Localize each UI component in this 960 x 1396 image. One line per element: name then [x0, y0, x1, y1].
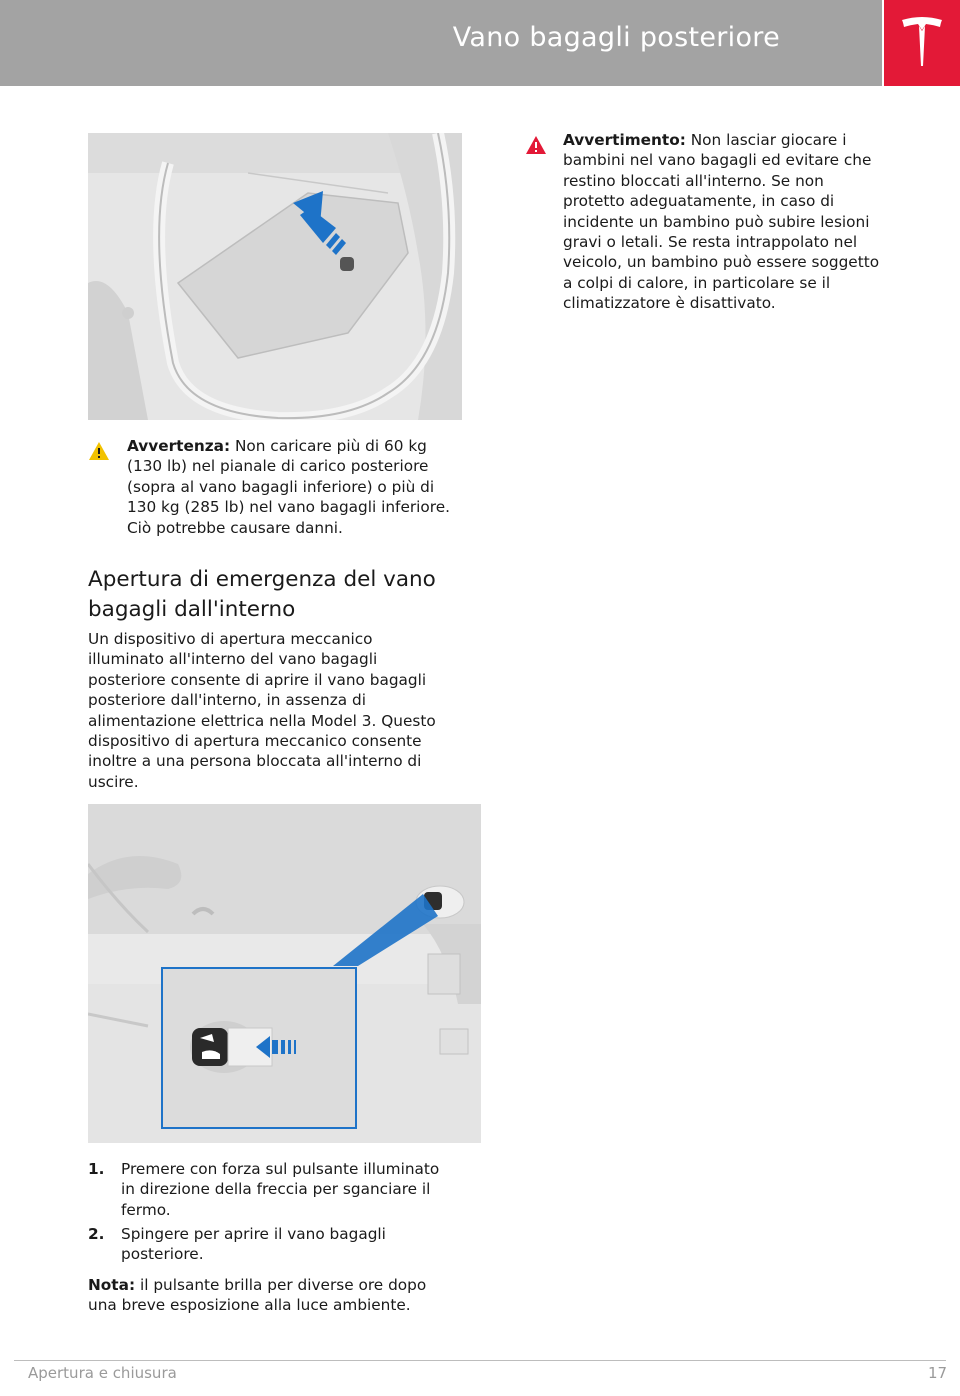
emergency-release-illustration — [88, 804, 481, 1143]
warning-label: Avvertimento: — [563, 131, 686, 149]
caution-label: Avvertenza: — [127, 437, 231, 455]
footer-divider — [14, 1360, 946, 1361]
brand-logo-box — [884, 0, 960, 86]
caution-notice: Avvertenza: Non caricare più di 60 kg (130 lb) nel pianale di carico posteriore (sopra al vano bagagli inferiore) o più di 130 kg (285 lb) nel vano bagagli inferiore. Ciò potrebbe causare danni. — [127, 437, 450, 537]
tesla-logo-icon — [898, 14, 946, 70]
step-text: Premere con forza sul pulsante illuminato in direzione della freccia per sganciare il fermo. — [121, 1160, 440, 1219]
page-title: Vano bagagli posteriore — [452, 22, 780, 53]
warning-notice: Avvertimento: Non lasciar giocare i bambini nel vano bagagli ed evitare che restino bloccati all'interno. Se non protetto adeguatamente, in caso di incidente un bambino può subire lesioni gravi o letali. Se resta intrappolato nel veicolo, un bambino può essere soggetto a colpi di calore, in particolare se il climatizzatore è disattivato. — [563, 131, 880, 313]
section-paragraph: Un dispositivo di apertura meccanico illuminato all'interno del vano bagagli posteriore consente di aprire il vano bagagli posteriore dall'interno, in assenza di alimentazione elettrica nella Model 3. Questo dispositivo di apertura meccanico consente inoltre a una persona bloccata all'interno di uscire. — [88, 630, 436, 791]
trunk-floor-illustration — [88, 133, 462, 420]
step-number: 2. — [88, 1225, 105, 1243]
step-number: 1. — [88, 1160, 105, 1178]
warning-triangle-icon — [525, 135, 547, 155]
step-item — [88, 1224, 480, 1266]
footer-section-name: Apertura e chiusura — [28, 1364, 177, 1382]
step-item — [88, 1159, 480, 1221]
note-paragraph: Nota: il pulsante brilla per diverse ore dopo una breve esposizione alla luce ambiente. — [88, 1276, 427, 1315]
caution-triangle-icon — [88, 441, 110, 461]
note-label: Nota: — [88, 1276, 136, 1294]
footer-page-number: 17 — [928, 1364, 948, 1382]
step-text: Spingere per aprire il vano bagagli posteriore. — [121, 1225, 386, 1264]
section-heading: Apertura di emergenza del vano bagagli dall'interno — [88, 567, 436, 622]
page-header — [0, 0, 882, 86]
